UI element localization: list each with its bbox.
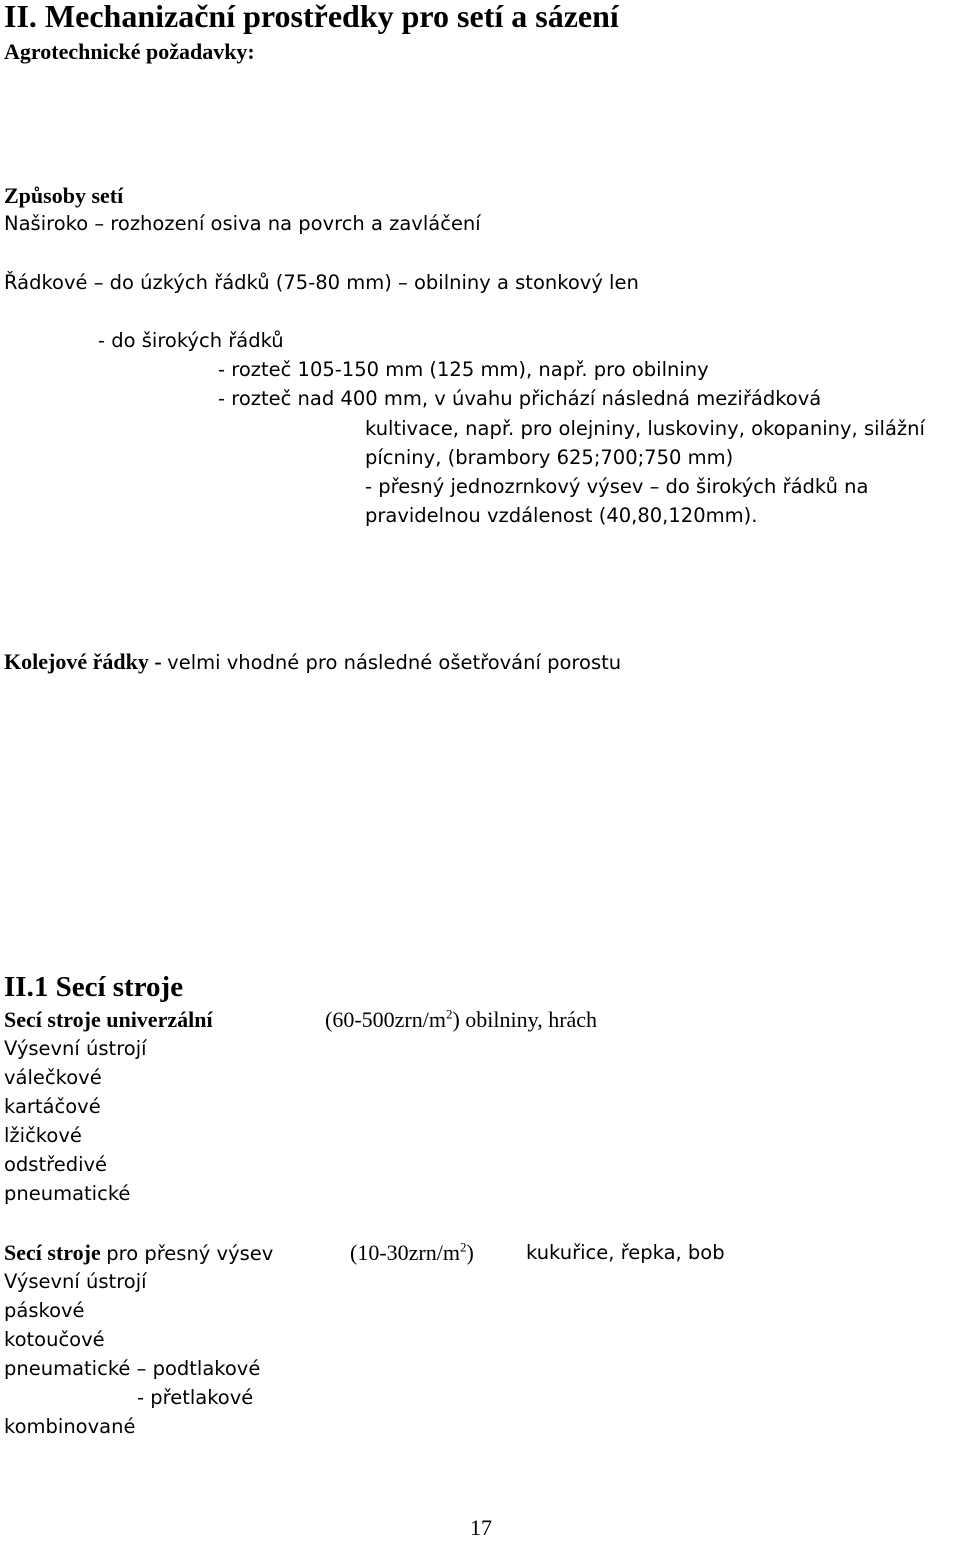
method-wide-rows: - do širokých řádků <box>98 329 284 352</box>
list-item: kotoučové <box>4 1328 105 1351</box>
spacing-item-2: - rozteč nad 400 mm, v úvahu přichází následná meziřádková <box>218 387 822 410</box>
precision-drills-label: Secí stroje pro přesný výsev <box>4 1240 274 1265</box>
universal-drills-label: Secí stroje univerzální <box>4 1007 213 1032</box>
universal-mechanisms-label: Výsevní ústrojí <box>4 1037 147 1060</box>
tramlines-line <box>4 649 621 676</box>
list-item: kombinované <box>4 1415 136 1438</box>
method-broadcast: Naširoko – rozhození osiva na povrch a zavláčení <box>4 212 481 235</box>
tramlines-label: Kolejové řádky - <box>4 649 162 674</box>
method-row: Řádkové – do úzkých řádků (75-80 mm) – obilniny a stonkový len <box>4 271 639 294</box>
section-heading: II.1 Secí stroje <box>4 971 184 1003</box>
list-item: válečkové <box>4 1066 102 1089</box>
page-subtitle: Agrotechnické požadavky: <box>4 39 255 64</box>
tramlines-text: velmi vhodné pro následné ošetřování porostu <box>167 651 622 674</box>
precise-sowing-2: pravidelnou vzdálenost (40,80,120mm). <box>365 504 758 527</box>
list-item: pneumatické – podtlakové <box>4 1357 261 1380</box>
list-item: - přetlakové <box>137 1386 254 1409</box>
list-item: odstředivé <box>4 1153 108 1176</box>
spacing-item-2-cont-2: pícniny, (brambory 625;700;750 mm) <box>365 446 734 469</box>
precision-crops: kukuřice, řepka, bob <box>526 1241 725 1264</box>
list-item: páskové <box>4 1299 85 1322</box>
universal-seeding-rate: $(60-500zrn/m^2)$ obilniny, hrách <box>325 1006 598 1032</box>
page-number: 17 <box>470 1515 492 1540</box>
list-item: lžičkové <box>4 1124 82 1147</box>
precision-mechanisms-label: Výsevní ústrojí <box>4 1270 147 1293</box>
precision-seeding-rate: $(10-30zrn/m^2)$ <box>350 1239 474 1265</box>
list-item: pneumatické <box>4 1182 131 1205</box>
precise-sowing-1: - přesný jednozrnkový výsev – do širokých řádků na <box>365 475 869 498</box>
list-item: kartáčové <box>4 1095 101 1118</box>
methods-heading: Způsoby setí <box>4 183 124 208</box>
spacing-item-1: - rozteč 105-150 mm (125 mm), např. pro obilniny <box>218 358 709 381</box>
page-title: II. Mechanizační prostředky pro setí a sázení <box>4 0 619 34</box>
spacing-item-2-cont-1: kultivace, např. pro olejniny, luskoviny, okopaniny, silážní <box>365 417 925 440</box>
